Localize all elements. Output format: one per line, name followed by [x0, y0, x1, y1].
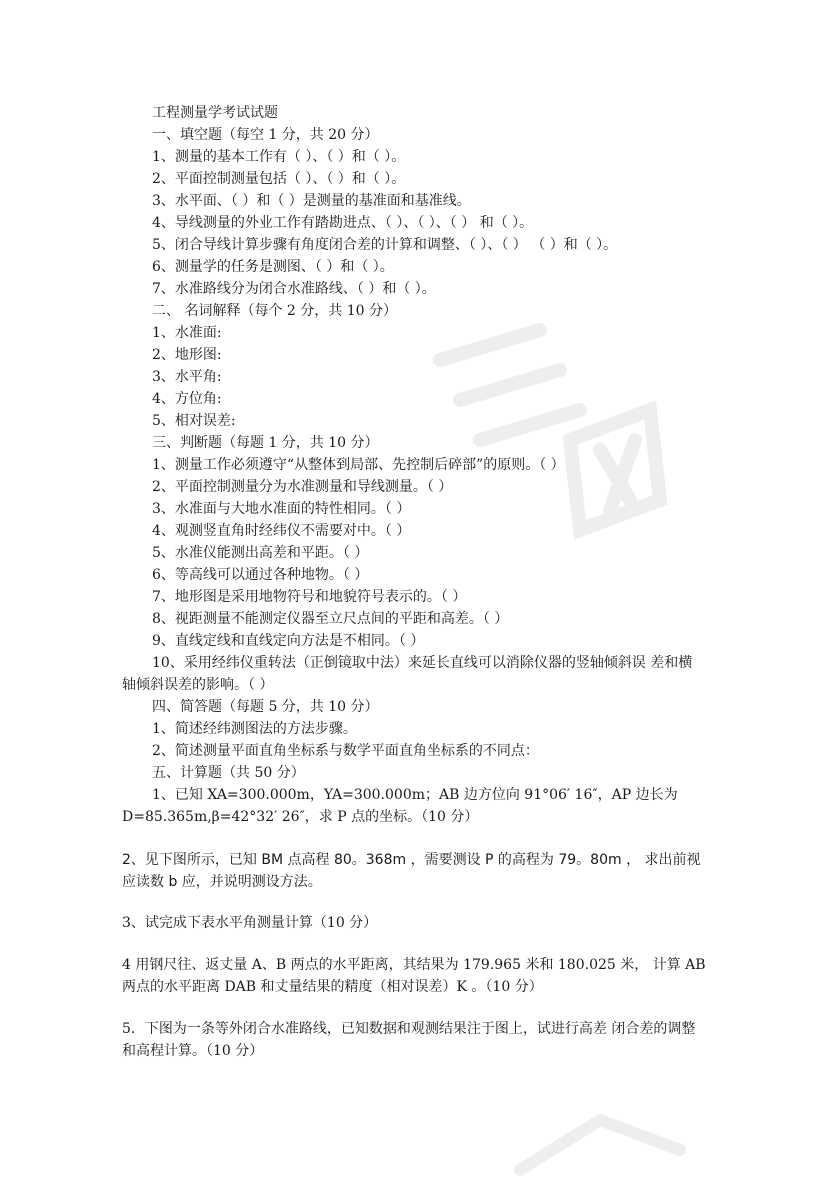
- watermark-graphic: [420, 300, 680, 560]
- section5-q4-line2: 两点的水平距离 DAB 和丈量结果的精度（相对误差）K 。（10 分）: [122, 979, 543, 995]
- section3-item10-line2: 轴倾斜误差的影响。（ ）: [122, 677, 274, 693]
- section1-item: 4、导线测量的外业工作有踏勘进点、（ ）、（ ）、（ ） 和（ ）。: [152, 215, 534, 231]
- section2-item: 5、相对误差:: [152, 413, 236, 429]
- section2-item: 4、方位角:: [152, 391, 222, 407]
- section3-item: 7、地形图是采用地物符号和地貌符号表示的。（ ）: [152, 589, 467, 605]
- section5-heading: 五、计算题（共 50 分）: [152, 765, 305, 781]
- section5-q1-line2: D=85.365m,β=42°32′ 26″，求 P 点的坐标。（10 分）: [122, 809, 479, 825]
- section2-item: 3、水平角:: [152, 369, 222, 385]
- section1-item: 6、测量学的任务是测图、（ ）和（ ）。: [152, 259, 394, 275]
- section1-item: 7、水准路线分为闭合水准路线、（ ）和（ ）。: [152, 281, 436, 297]
- section5-q4-line1: 4 用钢尺往、返丈量 A、B 两点的水平距离，其结果为 179.965 米和 180.025 米， 计算 AB: [122, 957, 706, 973]
- section4-item: 2、简述测量平面直角坐标系与数学平面直角坐标系的不同点：: [152, 743, 539, 759]
- section5-q5-line2: 和高程计算。（10 分）: [122, 1043, 264, 1059]
- section5-q2-line1: 2、见下图所示，已知 BM 点高程 80。368m ，需要测设 P 的高程为 79。80m ， 求出前视: [122, 852, 701, 868]
- section3-item: 8、视距测量不能测定仪器至立尺点间的平距和高差。（ ）: [152, 611, 509, 627]
- section3-item: 1、测量工作必须遵守“从整体到局部、先控制后碎部”的原则。（ ）: [152, 457, 565, 473]
- section3-item: 5、水准仪能测出高差和平距。（ ）: [152, 545, 369, 561]
- section3-item: 3、水准面与大地水准面的特性相同。（ ）: [152, 501, 411, 517]
- section1-item: 2、平面控制测量包括（ ）、（ ）和（ ）。: [152, 171, 406, 187]
- document-title: 工程测量学考试试题: [152, 105, 278, 121]
- section3-item: 2、平面控制测量分为水准测量和导线测量。（ ）: [152, 479, 453, 495]
- section1-heading: 一、填空题（每空 1 分，共 20 分）: [152, 127, 379, 143]
- section3-item: 9、直线定线和直线定向方法是不相同。（ ）: [152, 633, 425, 649]
- section3-item10-line1: 10、采用经纬仪重转法（正倒镜取中法）来延长直线可以消除仪器的竖轴倾斜误 差和横: [152, 655, 693, 671]
- section3-heading: 三、判断题（每题 1 分，共 10 分）: [152, 435, 379, 451]
- section4-item: 1、简述经纬测图法的方法步骤。: [152, 721, 357, 737]
- section2-heading: 二、 名词解释（每个 2 分，共 10 分）: [152, 303, 397, 319]
- section5-q5-line1: 5．下图为一条等外闭合水准路线，已知数据和观测结果注于图上，试进行高差 闭合差的调整: [122, 1021, 696, 1037]
- section5-q3: 3、试完成下表水平角测量计算（10 分）: [122, 915, 378, 931]
- section1-item: 3、水平面、（ ）和（ ）是测量的基准面和基准线。: [152, 193, 471, 209]
- section4-heading: 四、简答题（每题 5 分，共 10 分）: [152, 699, 379, 715]
- section2-item: 2、地形图:: [152, 347, 222, 363]
- section5-q1-line1: 1、已知 XA=300.000m，YA=300.000m；AB 边方位向 91°06′ 16″，AP 边长为: [152, 787, 678, 803]
- section3-item: 6、等高线可以通过各种地物。（ ）: [152, 567, 369, 583]
- watermark-graphic-bottom: [500, 1090, 700, 1180]
- section1-item: 1、测量的基本工作有（ ）、（ ）和（ ）。: [152, 149, 406, 165]
- section1-item: 5、闭合导线计算步骤有角度闭合差的计算和调整、（ ）、（ ） （ ）和（ ）。: [152, 237, 618, 253]
- section3-item: 4、观测竖直角时经纬仪不需要对中。（ ）: [152, 523, 411, 539]
- section5-q2-line2: 应读数 b 应，并说明测设方法。: [122, 874, 322, 890]
- section2-item: 1、水准面:: [152, 325, 222, 341]
